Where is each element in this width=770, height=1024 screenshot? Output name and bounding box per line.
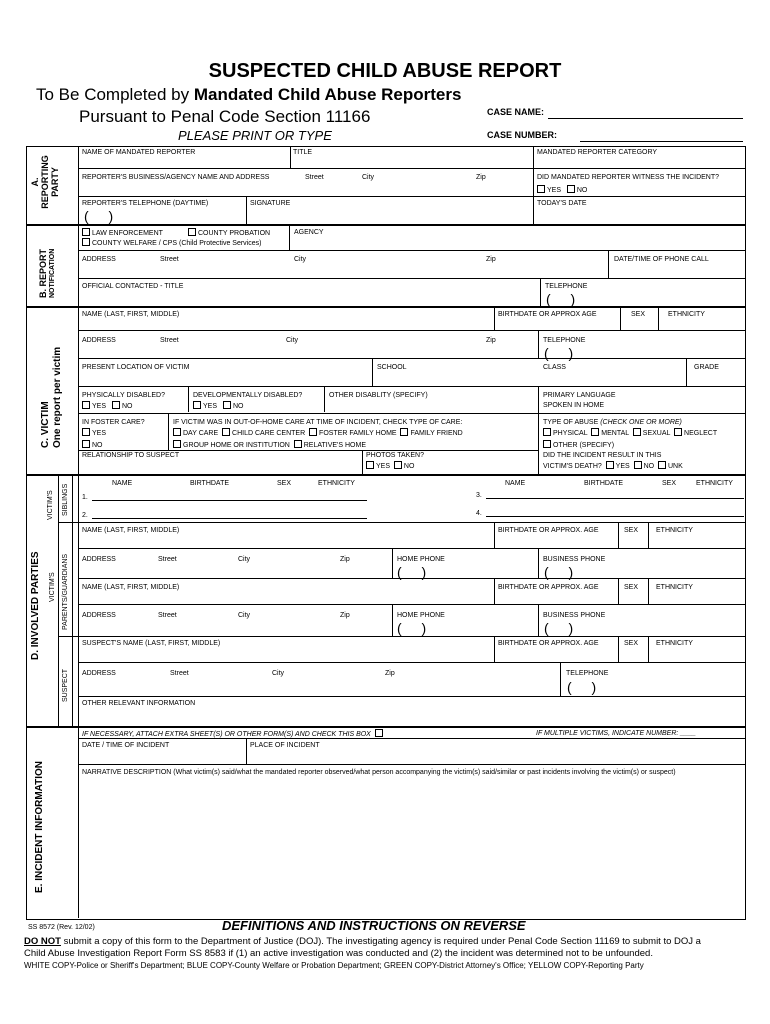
county-probation-label: COUNTY PROBATION [198,230,271,237]
narrative-label: NARRATIVE DESCRIPTION (What victim(s) said/what the mandated reporter observed/what person accompanying the victim(s) said/similar or past incidents involving the victim(s) or suspect) [82,769,676,776]
rule [648,636,649,662]
rule [494,522,495,548]
parent-1-business-phone-label: BUSINESS PHONE [543,556,606,563]
yes-label: YES [376,463,391,470]
footer-line-1-text: submit a copy of this form to the Department of Justice (DOJ). The investigating agency is required under Penal Code Section 11169 to submit to DOJ a [63,936,701,947]
relatives-home-checkbox[interactable] [294,440,302,448]
parent-2-business-phone-area[interactable]: ( ) [544,620,582,636]
zip-label: Zip [385,670,395,677]
victim-sex-label: SEX [631,311,646,318]
rule [188,386,189,412]
parent-1-ethnicity-label: ETHNICITY [656,527,693,534]
victims-word: VICTIM'S [47,490,54,520]
section-a-letter: A. [30,177,40,187]
street-label: Street [305,174,324,181]
reporter-name-label: NAME OF MANDATED REPORTER [82,149,196,156]
photos-taken-label: PHOTOS TAKEN? [366,452,424,459]
rule [78,386,745,387]
section-c-label [40,347,64,448]
street-label: Street [170,670,189,677]
parent-2-birthdate-label: BIRTHDATE OR APPROX. AGE [498,584,599,591]
case-number-label: CASE NUMBER: [487,130,558,140]
other-abuse-label: OTHER (SPECIFY) [553,442,615,449]
sibling-birthdate-header-2: BIRTHDATE [584,480,624,487]
rule [78,738,745,739]
footer-line-1 [24,936,701,947]
address-label: ADDRESS [82,256,116,263]
county-probation-checkbox[interactable] [188,228,196,236]
definitions-heading: DEFINITIONS AND INSTRUCTIONS ON REVERSE [222,918,526,933]
developmentally-disabled-label: DEVELOPMENTALLY DISABLED? [193,392,303,399]
foster-care-no-checkbox[interactable] [82,440,90,448]
parents-guardians-label: PARENTS/GUARDIANS [62,553,69,630]
rule [618,578,619,604]
rule [648,578,649,604]
sibling-2-number: 2. [82,512,88,519]
sibling-4-number: 4. [476,510,482,517]
section-b-title: B. REPORT [38,248,48,298]
suspect-name-label: SUSPECT'S NAME (LAST, FIRST, MIDDLE) [82,640,221,647]
rule [494,306,495,330]
yes-label: YES [203,403,218,410]
suspect-address-label: ADDRESS [82,670,116,677]
official-telephone-area[interactable]: ( ) [546,291,584,307]
city-label: City [286,337,299,344]
group-home-label: GROUP HOME OR INSTITUTION [183,442,290,449]
rule [289,224,290,250]
zip-label: Zip [340,612,350,619]
reporter-telephone-area[interactable]: ( ) [84,208,122,224]
rule [538,330,539,358]
child-care-center-checkbox[interactable] [222,428,230,436]
grade-label: GRADE [694,364,719,371]
sexual-label: SEXUAL [642,430,671,437]
suspect-birthdate-label: BIRTHDATE OR APPROX. AGE [498,640,599,647]
zip-label: Zip [340,556,350,563]
sibling-sex-header: SEX [277,480,292,487]
law-enforcement-checkbox[interactable] [82,228,90,236]
victim-telephone-label: TELEPHONE [543,337,586,344]
abuse-type-options [543,428,717,438]
multiple-victims-label: IF MULTIPLE VICTIMS, INDICATE NUMBER: ____ [536,730,696,737]
rule [58,522,78,523]
form-title: SUSPECTED CHILD ABUSE REPORT [208,60,562,82]
parent-1-home-phone-label: HOME PHONE [397,556,445,563]
business-address-label: REPORTER'S BUSINESS/AGENCY NAME AND ADDRESS [82,174,270,181]
care-type-row-1 [173,428,463,438]
spoken-in-home-label: SPOKEN IN HOME [543,402,605,409]
street-label: Street [158,612,177,619]
rule [78,604,745,605]
rule [392,548,393,578]
parent-1-home-phone-area[interactable]: ( ) [397,564,435,580]
sibling-2-line[interactable] [92,518,367,519]
type-of-abuse-note: (CHECK ONE OR MORE) [600,419,682,426]
footer-line-3: WHITE COPY-Police or Sheriff's Department; BLUE COPY-County Welfare or Probation Department; GREEN COPY-District Attorney's Office; YELLOW COPY-Reporting Party [24,961,644,970]
todays-date-label: TODAY'S DATE [537,200,587,207]
physically-disabled-yes[interactable] [82,401,90,409]
day-care-checkbox[interactable] [173,428,181,436]
sibling-ethnicity-header: ETHNICITY [318,480,355,487]
foster-family-home-checkbox[interactable] [309,428,317,436]
child-care-center-label: CHILD CARE CENTER [232,430,306,437]
type-of-abuse-title: TYPE OF ABUSE [543,419,599,426]
other-abuse-checkbox[interactable] [543,440,551,448]
rule [72,474,73,726]
present-location-label: PRESENT LOCATION OF VICTIM [82,364,190,371]
law-enforcement-label: LAW ENFORCEMENT [92,230,163,237]
sibling-1-line[interactable] [92,500,367,501]
attach-note-text: IF NECESSARY, ATTACH EXTRA SHEET(S) OR OTHER FORM(S) AND CHECK THIS BOX [82,731,371,738]
suspect-ethnicity-label: ETHNICITY [656,640,693,647]
rule [648,522,649,548]
subtitle-line-1 [36,85,461,105]
section-d-label: D. INVOLVED PARTIES [30,551,41,660]
zip-label: Zip [476,174,486,181]
rule [58,474,59,726]
street-label: Street [158,556,177,563]
sibling-name-header: NAME [112,480,133,487]
rule [620,306,621,330]
rule [533,146,534,224]
type-of-abuse-label [543,418,682,427]
relationship-label: RELATIONSHIP TO SUSPECT [82,452,180,459]
sibling-sex-header-2: SEX [662,480,677,487]
rule [372,358,373,386]
developmentally-disabled-yes[interactable] [193,401,201,409]
zip-label: Zip [486,337,496,344]
sexual-checkbox[interactable] [633,428,641,436]
sibling-3-line[interactable] [486,498,744,499]
rule [78,522,745,523]
section-b-label [38,249,58,298]
sibling-4-line[interactable] [486,516,744,517]
no-label: NO [576,187,588,194]
rule [168,413,169,450]
no-label: NO [403,463,415,470]
subtitle-line-2: Pursuant to Penal Code Section 11166 [79,107,371,126]
developmentally-disabled-no[interactable] [223,401,231,409]
county-probation-option [188,228,270,238]
yes-label: YES [615,463,630,470]
rule [78,636,745,637]
no-label: NO [643,463,655,470]
print-instruction: PLEASE PRINT OR TYPE [178,128,332,143]
witness-yes-checkbox[interactable] [537,185,545,193]
county-welfare-label: COUNTY WELFARE / CPS (Child Protective Services) [92,240,262,247]
rule [78,578,745,579]
section-a-word1: REPORTING [40,155,50,209]
neglect-label: NEGLECT [684,430,718,437]
victims-siblings-label [47,490,54,520]
subtitle-bold: Mandated Child Abuse Reporters [193,85,462,104]
rule [658,306,659,330]
rule [58,636,78,637]
foster-care-yes-checkbox[interactable] [82,428,90,436]
death-no-checkbox[interactable] [634,461,642,469]
agency-label: AGENCY [294,229,324,236]
mental-label: MENTAL [601,430,629,437]
foster-family-home-label: FOSTER FAMILY HOME [319,430,397,437]
sibling-ethnicity-header-2: ETHNICITY [696,480,733,487]
school-label: SCHOOL [377,364,407,371]
section-c-title: C. VICTIM [40,401,51,448]
telephone-label: TELEPHONE [545,283,588,290]
parent-2-sex-label: SEX [624,584,639,591]
suspect-telephone-label: TELEPHONE [566,670,609,677]
subtitle-prefix: To Be Completed by [36,85,190,104]
section-a-word2: PARTY [50,167,60,197]
case-name-label: CASE NAME: [487,107,545,117]
rule [78,548,745,549]
parent-1-business-phone-area[interactable]: ( ) [544,564,582,580]
rule [246,196,247,224]
reporter-category-label: MANDATED REPORTER CATEGORY [537,149,658,156]
rule [618,522,619,548]
footer-line-2: Child Abuse Investigation Report Form SS 8583 if (1) an active investigation was conducted and (2) the incident was determined not to be unfounded. [24,948,653,959]
parent-2-home-phone-label: HOME PHONE [397,612,445,619]
death-yes-checkbox[interactable] [606,461,614,469]
section-a-label [30,150,60,214]
parent-1-birthdate-label: BIRTHDATE OR APPROX. AGE [498,527,599,534]
neglect-checkbox[interactable] [674,428,682,436]
rule [78,764,745,765]
parent-2-name-label: NAME (LAST, FIRST, MIDDLE) [82,584,180,591]
rule [290,146,291,168]
witness-question: DID MANDATED REPORTER WITNESS THE INCIDENT? [537,174,720,181]
no-label: NO [92,442,103,449]
rule [538,604,539,636]
section-b-subtitle: NOTIFICATION [49,248,56,298]
incident-death-label-2: VICTIM'S DEATH? [543,463,602,470]
rule [392,604,393,636]
physically-disabled-options [82,401,132,411]
zip-label: Zip [486,256,496,263]
do-not-text: DO NOT [24,936,61,947]
family-friend-checkbox[interactable] [400,428,408,436]
parent-1-address-label: ADDRESS [82,556,116,563]
other-abuse-option [543,440,614,450]
signature-label: SIGNATURE [250,200,291,207]
suspect-sex-label: SEX [624,640,639,647]
rule [78,358,745,359]
care-type-row-2 [173,440,366,450]
rule [324,386,325,412]
yes-label: YES [547,187,562,194]
street-label: Street [160,337,179,344]
victim-ethnicity-label: ETHNICITY [668,311,705,318]
other-relevant-info-label: OTHER RELEVANT INFORMATION [82,700,196,707]
victim-birthdate-label: BIRTHDATE OR APPROX AGE [498,311,597,318]
physically-disabled-no[interactable] [112,401,120,409]
divider-a-b [26,224,745,226]
group-home-checkbox[interactable] [173,440,181,448]
incident-death-label-1: DID THE INCIDENT RESULT IN THIS [543,452,662,459]
photos-no-checkbox[interactable] [394,461,402,469]
no-label: NO [232,403,244,410]
parent-2-home-phone-area[interactable]: ( ) [397,620,435,636]
rule [78,168,745,169]
yes-label: YES [92,403,107,410]
photos-yes-checkbox[interactable] [366,461,374,469]
rule [78,330,745,331]
witness-no-checkbox[interactable] [567,185,575,193]
foster-care-no-option [82,440,103,450]
mental-checkbox[interactable] [591,428,599,436]
victim-address-label: ADDRESS [82,337,116,344]
developmentally-disabled-options [193,401,243,411]
rule [494,636,495,662]
physical-checkbox[interactable] [543,428,551,436]
death-unk-checkbox[interactable] [658,461,666,469]
case-name-line[interactable] [548,118,743,119]
law-enforcement-option [82,228,163,238]
form-id: SS 8572 (Rev. 12/02) [28,924,95,931]
section-c-subtitle: One report per victim [52,346,63,448]
suspect-telephone-area[interactable]: ( ) [567,679,605,695]
parent-2-ethnicity-label: ETHNICITY [656,584,693,591]
rule [78,662,745,663]
yes-label: YES [92,430,107,437]
rule [608,250,609,278]
rule [78,413,745,414]
rule [362,450,363,474]
case-number-line[interactable] [580,141,743,142]
family-friend-label: FAMILY FRIEND [410,430,463,437]
other-disability-label: OTHER DISABLITY (SPECIFY) [329,392,428,399]
county-welfare-option [82,238,261,248]
date-time-call-label: DATE/TIME OF PHONE CALL [614,256,709,263]
primary-language-label: PRIMARY LANGUAGE [543,392,616,399]
incident-death-row [543,461,683,471]
parents-victims-label: VICTIM'S [49,572,56,602]
rule [538,386,539,474]
divider-b-c [26,306,745,308]
rule [246,738,247,764]
city-label: City [362,174,375,181]
class-label: CLASS [543,364,566,371]
divider-d-e [26,726,745,728]
rule [560,662,561,696]
official-contacted-label: OFFICIAL CONTACTED - TITLE [82,283,184,290]
rule [78,278,745,279]
physically-disabled-label: PHYSICALLY DISABLED? [82,392,166,399]
attach-checkbox[interactable] [375,729,383,737]
rule [78,250,745,251]
sibling-name-header-2: NAME [505,480,526,487]
day-care-label: DAY CARE [183,430,219,437]
rule [494,578,495,604]
victim-telephone-area[interactable]: ( ) [544,345,582,361]
sibling-birthdate-header: BIRTHDATE [190,480,230,487]
siblings-label: SIBLINGS [62,483,69,516]
suspect-label: SUSPECT [62,668,69,702]
parent-2-business-phone-label: BUSINESS PHONE [543,612,606,619]
rule [538,548,539,578]
relatives-home-label: RELATIVE'S HOME [303,442,366,449]
city-label: City [294,256,307,263]
rule [78,696,745,697]
parent-1-sex-label: SEX [624,527,639,534]
foster-care-yes-option [82,428,106,438]
county-welfare-checkbox[interactable] [82,238,90,246]
incident-place-label: PLACE OF INCIDENT [250,742,320,749]
sibling-3-number: 3. [476,492,482,499]
photos-taken-options [366,461,414,471]
parent-1-name-label: NAME (LAST, FIRST, MIDDLE) [82,527,180,534]
street-label: Street [160,256,179,263]
city-label: City [238,612,251,619]
out-of-home-care-label: IF VICTIM WAS IN OUT-OF-HOME CARE AT TIME OF INCIDENT, CHECK TYPE OF CARE: [173,419,463,426]
section-e-label: E. INCIDENT INFORMATION [34,760,45,893]
rule [540,278,541,306]
foster-care-label: IN FOSTER CARE? [82,419,145,426]
city-label: City [272,670,285,677]
physical-label: PHYSICAL [553,430,588,437]
unk-label: UNK [667,463,683,470]
rule [78,196,745,197]
narrative-area[interactable] [79,780,743,916]
no-label: NO [121,403,133,410]
witness-options [537,185,587,195]
parent-2-address-label: ADDRESS [82,612,116,619]
rule [618,636,619,662]
incident-date-time-label: DATE / TIME OF INCIDENT [82,742,170,749]
sibling-1-number: 1. [82,494,88,501]
victim-name-label: NAME (LAST, FIRST, MIDDLE) [82,311,180,318]
rule [686,358,687,386]
divider-c-d [26,474,745,476]
city-label: City [238,556,251,563]
reporter-telephone-label: REPORTER'S TELEPHONE (DAYTIME) [82,200,209,207]
reporter-title-label: TITLE [293,149,313,156]
